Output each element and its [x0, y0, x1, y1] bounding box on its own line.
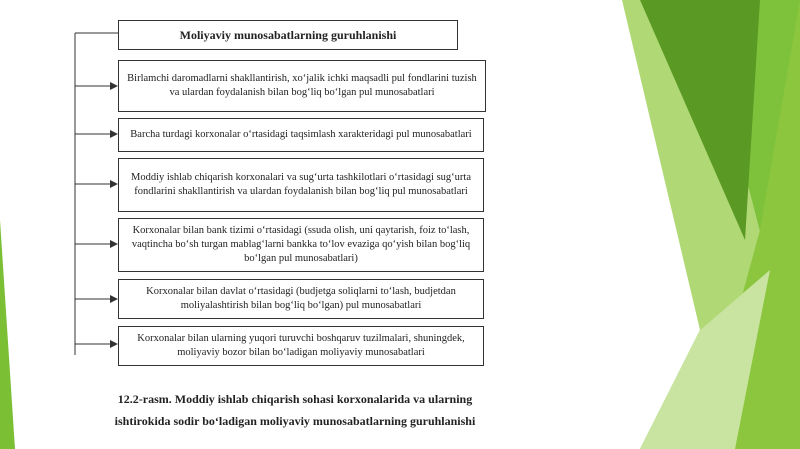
caption-line-2: ishtirokida sodir bo‘ladigan moliyaviy munosabatlarning guruhlanishi — [114, 414, 476, 428]
diagram-item-text: Barcha turdagi korxonalar o‘rtasidagi taqsimlash xarakteridagi pul munosabatlari — [130, 129, 472, 140]
caption-line-1: 12.2-rasm. Moddiy ishlab chiqarish sohasi korxonalarida va ularning — [117, 392, 473, 406]
diagram-item-box — [118, 118, 484, 152]
diagram-item-text: Korxonalar bilan bank tizimi o‘rtasidagi (ssuda olish, uni qaytarish, foiz to‘lash, vaqtincha bo‘sh turgan mablag‘larni bankka to‘lov evaziga qo‘yish bilan bog‘liq bo‘lgan pul munosabatlari) — [131, 225, 471, 264]
diagram-item-text: Birlamchi daromadlarni shakllantirish, xo‘jalik ichki maqsadli pul fondlarini tuzish va ulardan foydalanish bilan bog‘liq bo‘lgan pul munosabatlari — [127, 73, 477, 98]
diagram-item-box — [118, 158, 484, 212]
connector-lines — [75, 33, 118, 355]
diagram-item-box — [118, 279, 484, 319]
connector-arrows — [75, 82, 118, 348]
diagram-title-box — [118, 20, 458, 50]
green-stripe-left — [0, 220, 15, 449]
diagram-item-box — [118, 60, 486, 112]
diagram-item-box — [118, 326, 484, 366]
diagram-item-text: Korxonalar bilan ularning yuqori turuvchi boshqaruv tuzilmalari, shuningdek, moliyaviy bozor bilan bo‘ladigan moliyaviy munosabatlari — [137, 333, 465, 358]
diagram-title: Moliyaviy munosabatlarning guruhlanishi — [179, 28, 397, 42]
diagram-item-text: Moddiy ishlab chiqarish korxonalari va sug‘urta tashkilotlari o‘rtasidagi sug‘urta fondlarini shakllantirish va ulardan foydalanish bilan bog‘liq pul munosabatlari — [130, 172, 471, 197]
diagram-item-text: Korxonalar bilan davlat o‘rtasidagi (budjetga soliqlarni to‘lash, budjetdan moliyalashtirish bilan bog‘liq bo‘lgan) pul munosabatlari — [146, 286, 456, 311]
diagram-item-box — [118, 218, 484, 272]
figure-caption — [60, 388, 530, 432]
